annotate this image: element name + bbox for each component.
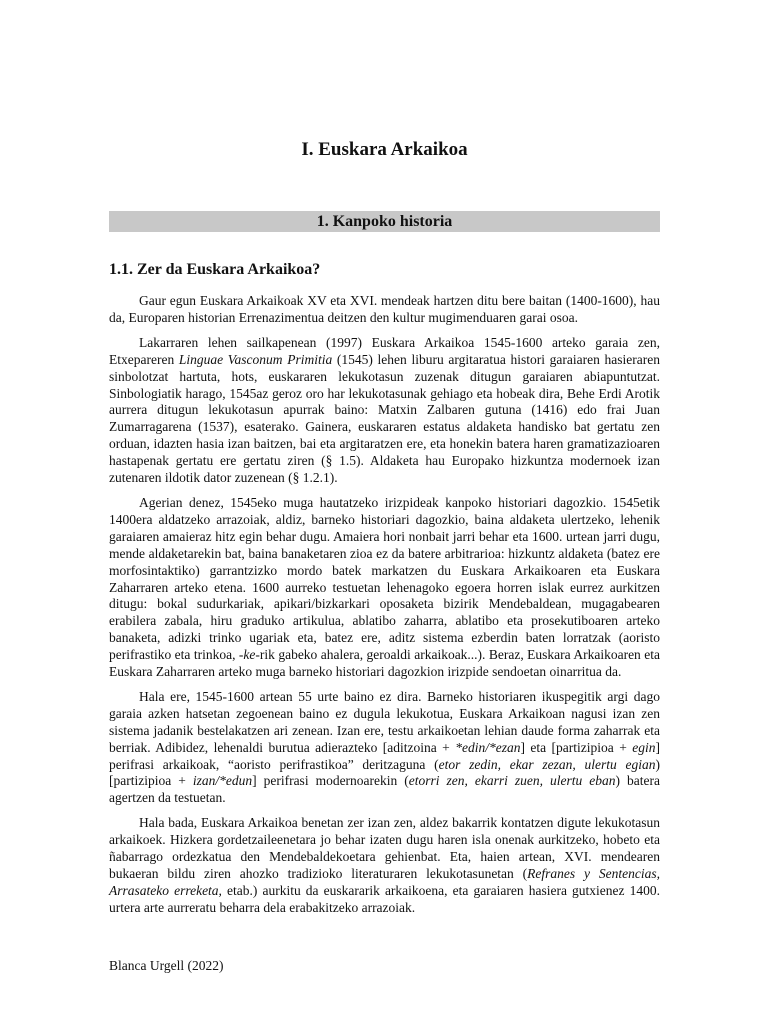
italic-run: etor zedin, ekar zezan, ulertu egian	[438, 756, 656, 772]
italic-run: *edin/*ezan	[455, 739, 521, 755]
body-text	[109, 293, 660, 925]
text-run: -rik gabeko ahalera, geroaldi arkaikoak...). Beraz, Euskara Arkaikoaren eta Euskara Zaharraren arteko muga barneko historiari dagozkion irizpide sendoetan oinarritua da.	[109, 647, 660, 680]
text-run: Agerian denez, 1545eko muga hautatzeko irizpideak kanpoko historiari dagozkio. 1545etik 1400era aldatzeko arrazoiak, aldiz, barneko historiari dagozkio, baina aldaketa ulertzeko, lehenik garaiaren amaieraz hitz egin behar dugu. Amaiera hori nonbait jarri behar eta 1600. urtean jarri dugu, mende aldaketarekin bat, baina banaketaren zioa ez da batere arbitrarioa: hizkuntz aldaketa (batez ere morfosintaktiko) garrantzizko mordo batek markatzen du Euskara Arkaikoaren eta Euskara Zaharraren arteko etena. 1600 aurreko testuetan lehenagoko egoera horren islak eurrez aurkitzen ditugu: bokal sudurkariak, apikari/bizkarkari oposaketa bizirik Mendebaldean, mugagabearen erabilera zabala, hiru graduko artikulua, ablatibo zaharra, ablatibo eta prosekutiboaren arteko banaketa, adizki trinko ugariak eta, batez ere, aditz sistema ezberdin baten lorratzak (aoristo perifrastiko eta trinkoa,	[109, 494, 660, 663]
italic-run: izan/*edun	[192, 773, 253, 789]
footer-author: Blanca Urgell (2022)	[109, 958, 224, 973]
paragraph	[109, 495, 660, 681]
text-run: Lakarraren lehen sailkapenean (1997) Euskara Arkaikoa 1545-1600 arteko garaia zen, Etxepareren	[109, 334, 660, 367]
text-run: Hala bada, Euskara Arkaikoa benetan zer izan zen, aldez bakarrik kontatzen digute lekukotasun arkaikoek. Hizkera gordetzaileenetara jo behar izaten dugu haren isla onenak aurkitzeko, hobeto eta ñabarrago ordezkatua den Mendebaldekoetara gehienbat. Eta, haien artean, XVI. mendearen bukaeran bildu ziren ahozko tradizioko literaturaren lekukotasunetan (	[109, 815, 660, 881]
text-run: Hala ere, 1545-1600 artean 55 urte baino ez dira. Barneko historiaren ikuspegitik argi dago garaia azken hatsetan zegoenean baino ez dugula lekukotua, Euskara Arkaikoan nagusi izan zen sistema jadanik bestelakatzen ari zenean. Izan ere, testu arkaikoetan lehian daude forma zaharrak eta berriak. Adibidez, lehenaldi burutua adierazteko [aditzoina +	[109, 688, 660, 755]
italic-run: Linguae Vasconum Primitia	[178, 351, 333, 367]
italic-run: Refranes y Sentencias, Arrasateko erreketa,	[109, 866, 660, 898]
paragraph	[109, 335, 660, 487]
paragraph	[109, 689, 660, 807]
chapter-title: I. Euskara Arkaikoa	[301, 139, 468, 160]
section-title: 1. Kanpoko historia	[109, 211, 660, 232]
italic-run: egin	[632, 739, 656, 755]
italic-run: etorri zen, ekarri zuen, ulertu eban	[408, 773, 616, 789]
text-run: ) [partizipioa +	[109, 756, 660, 789]
text-run: ) batera agertzen da testuetan.	[109, 773, 661, 806]
text-run: ] eta [partizipioa +	[520, 739, 633, 755]
text-run: ] perifrasi arkaikoak, “aoristo perifrastikoa” deritzaguna (	[109, 739, 660, 772]
text-run: (1545) lehen liburu argitaratua histori garaiaren hasieraren sinbolotzat hartuta, hots, euskararen lekukotasun zuzenak ditugun garaiaren abiapuntutzat. Sinbologiatik harago, 1545az geroz oro har lekukotasunak gehiago eta hobeak dira, Behe Erdi Arotik aurrera ditugun lekukotasun apurrak baino: Matxin Zalbaren gutuna (1416) edo frai Juan Zumarragarena (1537), esaterako. Gainera, euskararen estatus aldaketa handisko bat gertatu zen orduan, idazten hasia izan baitzen, bai eta argitaratzen ere, eta honekin batera haren gramatizazioaren hastapenak gertatu ere gertatu ziren (§ 1.5). Aldaketa hau Europako hizkuntza modernoek izan zutenaren ildotik dator zuzenean (§ 1.2.1).	[109, 351, 660, 486]
paragraph	[109, 293, 660, 327]
text-run: Gaur egun Euskara Arkaikoak XV eta XVI. mendeak hartzen ditu bere baitan (1400-1600), hau da, Europaren historian Errenazimentua deitzen den kultur mugimenduaren garai osoa.	[109, 293, 660, 325]
paragraph	[109, 815, 660, 916]
text-run: ] perifrasi modernoarekin (	[252, 773, 409, 789]
subsection-title: 1.1. Zer da Euskara Arkaikoa?	[109, 261, 321, 278]
text-run: etab.) aurkitu da euskararik arkaikoena, eta garaiaren hasiera gutxienez 1400. urtera arte aurreratu beharra dela erabakitzeko arrazoiak.	[109, 882, 661, 915]
italic-run: -ke	[238, 647, 256, 663]
